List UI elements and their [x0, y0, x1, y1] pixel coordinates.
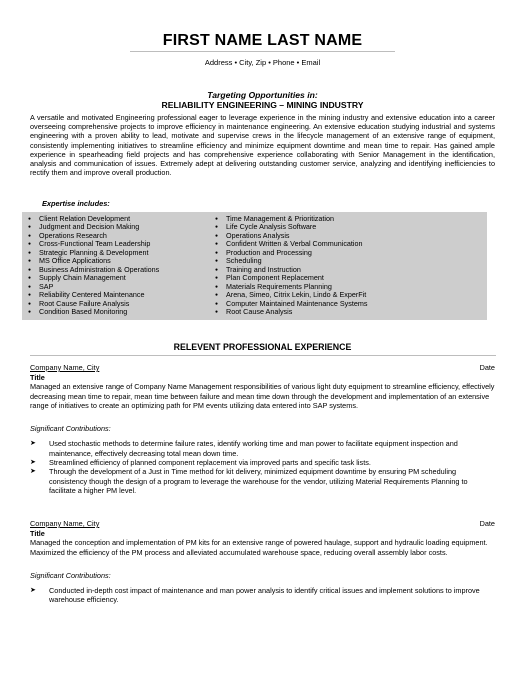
list-item: ● Root Cause Failure Analysis [26, 300, 226, 308]
target-label: Targeting Opportunities in: [207, 90, 318, 100]
job-header [30, 363, 495, 373]
list-item: ● Reliability Centered Maintenance [26, 291, 226, 299]
list-item: ● Production and Processing [213, 249, 483, 257]
arrow-bullet-icon: ➤ [30, 468, 36, 476]
expertise-column-2 [213, 215, 483, 316]
job-date: Date [479, 363, 495, 372]
expertise-column-1 [26, 215, 226, 316]
list-item: ● Training and Instruction [213, 266, 483, 274]
contribution-text: Streamlined efficiency of planned component replacement via improved parts and specific task lists. [49, 458, 371, 468]
company-name: Company Name, City [30, 519, 100, 528]
arrow-bullet-icon: ➤ [30, 587, 36, 595]
job-header [30, 519, 495, 529]
list-item: ● Client Relation Development [26, 215, 226, 223]
list-item: ● Plan Component Replacement [213, 274, 483, 282]
list-item [30, 439, 495, 458]
company-name: Company Name, City [30, 363, 100, 372]
job-entry [30, 363, 495, 495]
contribution-text: Used stochastic methods to determine failure rates, identify working time and man power to facilitate equipment inspection and maintenance, effectively decreasing total mean down time. [49, 439, 458, 458]
list-item: ● Materials Requirements Planning [213, 283, 483, 291]
list-item: ● Time Management & Prioritization [213, 215, 483, 223]
experience-divider [30, 355, 496, 356]
list-item: ● MS Office Applications [26, 257, 226, 265]
professional-summary: A versatile and motivated Engineering professional eager to leverage experience in the mining industry and extensive education into a career overseeing comprehensive projects to improve efficiency in maintenance engineering. An extensive education studying industrial and systems engineering with a proven ability to lead, motivate and supervise crews in the lifecycle management of an extensive range of equipment, consistently implementing initiatives to streamline efficiency and minimize equipment downtime and mean time to repair. Has gained ample experience in spearheading field projects and has comprehensive experience collaborating with Senior Management in the identification, analysis and communication of issues. Extremely adept at delivering outstanding customer service, analyzing and identifying inefficiencies to rectify them and improve overall production. [30, 113, 495, 178]
header-divider [130, 51, 395, 52]
contributions-list [30, 439, 495, 495]
contribution-text: Conducted in-depth cost impact of maintenance and man power analysis to identify critical issues and implement solutions to improve warehouse efficiency. [49, 586, 480, 605]
experience-heading: RELEVENT PROFESSIONAL EXPERIENCE [173, 342, 352, 352]
contributions-label: Significant Contributions: [30, 570, 111, 580]
job-description: Managed the conception and implementation of PM kits for an extensive range of powered haulage, support and hydraulic loading equipment. Maximized the efficiency of the PM process and alleviated accumulated warehouse space, reducing overall assembly labor costs. [30, 538, 488, 557]
job-entry [30, 519, 495, 605]
expertise-label: Expertise includes: [42, 199, 110, 208]
contact-line: Address • City, Zip • Phone • Email [204, 58, 321, 67]
list-item: ● Confident Written & Verbal Communication [213, 240, 483, 248]
list-item: ● Cross-Functional Team Leadership [26, 240, 226, 248]
list-item: ● Root Cause Analysis [213, 308, 483, 316]
contributions-list [30, 586, 495, 605]
list-item: ● Supply Chain Management [26, 274, 226, 282]
job-title: Title [30, 529, 45, 538]
list-item [30, 467, 495, 495]
expertise-box [22, 212, 487, 320]
arrow-bullet-icon: ➤ [30, 459, 36, 467]
list-item [30, 458, 495, 467]
list-item: ● Judgment and Decision Making [26, 223, 226, 231]
list-item: ● Business Administration & Operations [26, 266, 226, 274]
list-item: ● Arena, Simeo, Citrix Lekin, Lindo & ExperFit [213, 291, 483, 299]
list-item: ● Life Cycle Analysis Software [213, 223, 483, 231]
job-title: Title [30, 373, 45, 382]
list-item: ● Strategic Planning & Development [26, 249, 226, 257]
list-item [30, 586, 495, 605]
arrow-bullet-icon: ➤ [30, 440, 36, 448]
candidate-name: FIRST NAME LAST NAME [162, 32, 363, 49]
list-item: ● Operations Research [26, 232, 226, 240]
contributions-label: Significant Contributions: [30, 424, 111, 434]
target-industry: RELIABILITY ENGINEERING – MINING INDUSTRY [161, 99, 364, 110]
list-item: ● Operations Analysis [213, 232, 483, 240]
list-item: ● Condition Based Monitoring [26, 308, 226, 316]
target-block [0, 91, 525, 110]
contribution-text: Through the development of a Just in Time method for kit delivery, minimized equipment downtime by ensuring PM scheduling consistency though the design of a program to leverage the warehouse for the vendor, utilizing Material Requirements Planning to facilitate a higher PM level. [49, 467, 468, 495]
list-item: ● Scheduling [213, 257, 483, 265]
list-item: ● SAP [26, 283, 226, 291]
job-date: Date [479, 519, 495, 528]
list-item: ● Computer Maintained Maintenance Systems [213, 300, 483, 308]
job-description: Managed an extensive range of Company Name Management responsibilities of various light duty equipment to streamline efficiency, effectively decreasing mean time to repair, mean time between failure and mean time down through the development and implementation of an extensive range of initiatives to create an optimizing path for PM events utilizing data entered into SAP systems. [30, 382, 495, 410]
